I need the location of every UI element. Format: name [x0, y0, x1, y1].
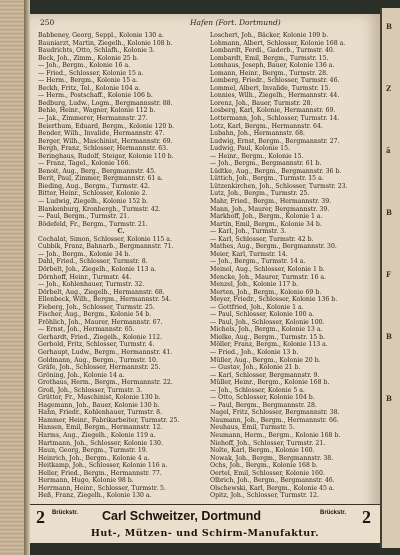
directory-entry: Lotz, Karl, Bergm., Hermannstr. 64.	[210, 122, 323, 130]
margin-letter: Z	[386, 84, 392, 93]
directory-entry: — Fried., Joh., Kolonie 13 b.	[210, 348, 299, 356]
directory-entry: Cubbik, Franz, Bahnarb., Bergmannstr. 71.	[38, 243, 174, 251]
directory-entry: — Karl, Joh., Turmstr. 3.	[210, 228, 287, 236]
directory-entry: Beringhaus, Rudolf, Steiger, Kolonie 110 b.	[38, 152, 174, 160]
margin-letter: B	[386, 332, 392, 341]
directory-entry: Neumann, Herm., Bergm., Kolonie 168 b.	[210, 431, 341, 439]
directory-entry: — Paul, Bergm., Turmstr. 21.	[38, 213, 130, 221]
directory-entry: Herrmann, Heinr., Schlosser, Turmstr. 5.	[38, 484, 166, 492]
directory-entry: Lüdtke, Aug., Bergm., Bergmannstr. 36 b.	[210, 167, 342, 175]
directory-entry: Fieberg, Joh., Schlosser, Turmstr. 25.	[38, 303, 155, 311]
ad-street-right: Brückstr.	[320, 510, 347, 516]
directory-entry: Haun, Georg, Bergm., Turmstr. 19.	[38, 447, 148, 455]
directory-entry: Gröning, Joh., Kolonie 14 a.	[38, 371, 125, 379]
directory-entry: Dörbelt, Joh., Ziegelh., Kolonie 113 a.	[38, 265, 157, 273]
directory-entry: — Joh., Bergm., Kolonie 34 b.	[38, 250, 131, 258]
directory-entry: — Joh., Bergm., Kolonie 16 a.	[38, 62, 131, 70]
ad-brand-line	[30, 507, 380, 527]
directory-entry: Lohmann, Albert, Schlosser, Kolonie 168 a.	[210, 39, 346, 47]
directory-entry: Hartmann, Joh., Schlosser, Kolonie 130.	[38, 439, 163, 447]
directory-entry: Berit, Paul, Zimmer, Bergmannstr. 61 a.	[38, 175, 163, 183]
directory-entry: Nagel, Fritz, Schlosser, Bergmannstr. 38.	[210, 409, 340, 417]
directory-entry: — Joh., Bergm., Bergmannstr. 61 b.	[210, 160, 322, 168]
directory-entry: Markhoff, Joh., Bergm., Kolonie 1 a.	[210, 213, 323, 221]
directory-entry: Niehoff, Joh., Schlosser, Turmstr. 21.	[210, 439, 326, 447]
ad-slogan: Hut-, Mützen- und Schirm-Manufaktur.	[90, 528, 320, 539]
directory-entry: Bieding, Aug., Bergm., Turmstr. 42.	[38, 182, 150, 190]
directory-entry: Gerhaupt, Ludw., Bergm., Hermannstr. 41.	[38, 348, 173, 356]
directory-entry: Goldmann, Aug., Bergm., Turmstr. 10.	[38, 356, 158, 364]
directory-entry: Harms, Aug., Ziegelh., Kolonie 119 a.	[38, 431, 156, 439]
directory-entry: Beckh, Fritz, Tel., Kolonie 104 a.	[38, 84, 141, 92]
directory-entry: Hammer, Heinr., Fabrikarbeiter, Turmstr. 25.	[38, 416, 180, 424]
directory-entry: Babbeney, Georg, Seppl., Kolonie 130 a.	[38, 32, 164, 39]
directory-entry: Dörbelt, Aug., Ziegelh., Hermannstr. 68.	[38, 288, 165, 296]
directory-entry: Gerbold, Fritz, Schlosser, Turmstr. 4.	[38, 341, 155, 349]
directory-entry: Lützenkirchen, Joh., Schlosser, Turmstr. 23.	[210, 182, 348, 190]
directory-entry: — Franz, Tagel., Kolonie 166.	[38, 160, 131, 168]
directory-entry: Benoit, Aug., Berg., Bergmannstr. 45.	[38, 167, 157, 175]
directory-entry: Beck, Joh., Zimm., Kolonie 25 b.	[38, 54, 139, 62]
directory-entry: Heitkamp, Joh., Schlosser, Kolonie 116 a.	[38, 462, 168, 470]
directory-entry: Meier, Karl, Turmstr. 14.	[210, 250, 288, 258]
ad-number-left: 2	[36, 507, 45, 527]
directory-entry: Bödefeld, Fr., Bergm., Turmstr. 21.	[38, 220, 148, 228]
directory-entry: Hermann, Hugo, Kolonie 98 b.	[38, 477, 134, 485]
directory-entry: — Karl, Schlosser, Turmstr. 42 b.	[210, 235, 314, 243]
directory-entry: Neuhaus, Emil, Turmstr. 5.	[210, 424, 295, 432]
directory-entry: Nowak, Joh., Bergm., Bergmannstr. 38.	[210, 454, 334, 462]
directory-entry: Mathes, Aug., Bergm., Bergmannstr. 30.	[210, 243, 337, 251]
directory-entry: — Herm., Bergm., Kolonie 15 a.	[38, 77, 138, 85]
directory-entry: — Paul, Bergm., Bergmannstr. 28.	[210, 401, 317, 409]
directory-entry: Meyer, Friedr., Schlosser, Kolonie 136 b.	[210, 296, 338, 304]
directory-entry: Ludwig, Paul, Kolonie 15.	[210, 145, 291, 153]
margin-letter: B	[386, 208, 392, 217]
directory-entry: — Heinr., Bergm., Kolonie 15.	[210, 152, 304, 160]
directory-entry: Lorenz, Joh., Bauer, Turmstr. 28.	[210, 99, 313, 107]
ad-firm-name: Carl Schweitzer, Dortmund	[102, 509, 262, 523]
directory-entry: Losberg, Karl, Kolonie, Hermannstr. 69.	[210, 107, 336, 115]
directory-entry: Behle, Heinr., Wagner, Kolonie 112 b.	[38, 107, 156, 115]
directory-entry: Lottermann, Joh., Schlosser, Turmstr. 14.	[210, 115, 340, 123]
directory-entry: Lombardt, Ferdi., Gaderb., Turmstr. 40.	[210, 47, 335, 55]
directory-entry: Olbrich, Joh., Bergm., Bergmannstr. 46.	[210, 477, 335, 485]
directory-entry: Bedburg, Ludw., Logm., Bergmannsstr. 88.	[38, 99, 173, 107]
directory-entry: Lutz, Joh., Bergm., Turmstr. 25.	[210, 190, 310, 198]
directory-entry: — Jak., Zimmerer, Hermannstr. 27.	[38, 115, 148, 123]
directory-entry: Hahn, Friedr., Kohlenhauer, Turmstr. 8.	[38, 409, 163, 417]
facing-page-edge	[380, 8, 400, 548]
directory-entry: Ochs, Joh., Bergm., Kolonie 168 b.	[210, 462, 318, 470]
directory-entry: — Ludwig, Ziegelh., Kolonie 152 b.	[38, 198, 148, 206]
directory-entry: Dahl, Fried., Schlosser, Turmstr. 8.	[38, 258, 148, 266]
margin-letter: F	[386, 270, 391, 279]
margin-letter: ä	[386, 146, 391, 155]
directory-entry: Hagemann, Joh., Bauer, Kolonie 130 b.	[38, 401, 160, 409]
directory-entry: Grothaus, Herm., Bergm., Hermannstr. 22.	[38, 379, 173, 387]
directory-entry: Beierthum, Eduard, Bergm., Kolonie 120 b.	[38, 122, 175, 130]
directory-entry: Bitter, Heinr., Schlosser, Kolonie 2.	[38, 190, 148, 198]
directory-entry: Lonnies, Wilh., Ziegelh., Hermannstr. 44.	[210, 92, 340, 100]
directory-entry: — Joh., Schlosser, Kolonie 5 a.	[210, 386, 305, 394]
directory-entry: Olschewski, Karl, Bergm., Kolonie 45 a.	[210, 484, 335, 492]
directory-entry: — Paul, Joh., Schlosser, Kolonie 100.	[210, 318, 325, 326]
directory-entry: — Otto, Schlosser, Kolonie 104 b.	[210, 394, 315, 402]
right-column	[210, 32, 376, 500]
ad-number-right: 2	[362, 507, 371, 527]
directory-entry: Möller, Franz, Bergm., Kolonie 113 a.	[210, 341, 328, 349]
directory-entry: Baudrichts, Otto, Schlafh., Kolonie 3.	[38, 47, 155, 55]
page-edges	[0, 0, 25, 555]
directory-entry: Blankenburg, Kronbergh., Turmstr. 42.	[38, 205, 161, 213]
directory-entry: Ludwig, Ernst, Bergm., Bergmannstr. 27.	[210, 137, 340, 145]
directory-entry: Menzel, Joh., Kolonie 117 b.	[210, 281, 299, 289]
ad-street-left: Brückstr.	[52, 510, 79, 516]
directory-entry: Loschert, Joh., Bäcker, Kolonie 109 b.	[210, 32, 329, 39]
directory-entry: Groß, Joh., Schlosser, Turmstr. 3.	[38, 386, 143, 394]
directory-page	[30, 14, 380, 542]
directory-entry: Lombardt, Emil, Bergm., Turmstr. 15.	[210, 54, 329, 62]
directory-entry: Gerhardt, Fried., Ziegelh., Kolonie 112.	[38, 333, 163, 341]
directory-entry: Heß, Franz, Ziegelh., Kolonie 130 a.	[38, 492, 152, 500]
directory-entry: Lüttich, Joh., Bergm., Turmstr. 15 a.	[210, 175, 324, 183]
directory-entry: Dörnhoff, Heinr., Turmstr. 44.	[38, 273, 132, 281]
directory-entry: Lomann, Heinr., Bergm., Turmstr. 28.	[210, 69, 329, 77]
margin-letter: B	[386, 394, 392, 403]
directory-entry: — Karl, Schlosser, Bergmannstr. 9.	[210, 371, 320, 379]
directory-entry: Lubahn, Joh., Hermannstr. 68.	[210, 130, 305, 138]
directory-entry: Mahr, Fried., Bergm., Hermannstr. 39.	[210, 198, 332, 206]
directory-entry: Grütter, Fr., Maschinist, Kolonie 130 b.	[38, 394, 161, 402]
directory-entry: — Paul, Schlosser, Kolonie 100 a.	[210, 311, 315, 319]
margin-letter: B	[386, 22, 392, 31]
directory-entry: — Gottfried, Joh., Kolonie 1 a.	[210, 303, 304, 311]
left-column	[38, 32, 204, 500]
directory-entry: Oertel, Emil, Schlosser, Kolonie 160.	[210, 469, 325, 477]
directory-entry: Naumann, Joh., Bergm., Hermannstr. 66.	[210, 416, 339, 424]
directory-entry: Heinrich, Joh., Bergm., Kolonie 4 a.	[38, 454, 150, 462]
page-number: 250	[40, 18, 55, 27]
directory-entry: Lomhaus, Joseph, Bauer, Kolonie 136 a.	[210, 62, 335, 70]
directory-entry: Lomberg, Friedr., Schlosser, Turmstr. 46.	[210, 77, 340, 85]
running-title: Hafen (Fort. Dortmund)	[190, 18, 281, 27]
directory-entry: Fröhlich, Joh., Maurer, Hermannstr. 67.	[38, 318, 163, 326]
directory-entry: Gräfe, Joh., Schlosser, Hermannstr. 25.	[38, 364, 161, 372]
directory-entry: Müller, Aug., Bergm., Kolonie 20 b.	[210, 356, 321, 364]
directory-entry: Lommel, Albert, Invalide, Turmstr. 15.	[210, 84, 331, 92]
directory-entry: Fischer, Aug., Bergm., Kolonie 54 b.	[38, 311, 152, 319]
directory-entry: Hansen, Emil, Bergm., Hermannstr. 12.	[38, 424, 163, 432]
directory-entry: — Joh., Bergm., Turmstr. 14 a.	[210, 258, 306, 266]
directory-entry: — Herm., Postschaff., Kolonie 106 b.	[38, 92, 153, 100]
directory-entry: Mencke, Joh., Maurer, Turmstr. 16 a.	[210, 273, 327, 281]
directory-entry: — Gustav, Joh., Kolonie 21 b.	[210, 364, 301, 372]
directory-entry: Ellenbeck, Wilh., Bergm., Hermannstr. 54.	[38, 296, 172, 304]
directory-entry: Cochalat, Simon, Schlosser, Kolonie 115 a.	[38, 235, 172, 243]
directory-entry: Merten, Joh., Bergm., Kolonie 69 b.	[210, 288, 322, 296]
directory-entry: Bergh, Franz, Schlosser, Hermannstr. 63.	[38, 145, 169, 153]
directory-entry: — Joh., Kohlenhauer, Turmstr. 32.	[38, 281, 145, 289]
directory-entry: Müller, Heinr., Bergm., Kolonie 168 b.	[210, 379, 330, 387]
directory-entry: Bender, Wilh., Invalide, Hermannstr. 47.	[38, 130, 165, 138]
directory-entry: Bauniarzt, Martin, Ziegelh., Kolonie 108 b.	[38, 39, 173, 47]
directory-entry: Opitz, Joh., Schlosser, Turmstr. 12.	[210, 492, 320, 500]
directory-entry: Heller, Fried., Bergm., Hermannstr. 77.	[38, 469, 162, 477]
directory-entry: — Fried., Schlosser, Kolonie 15 a.	[38, 69, 144, 77]
directory-entry: C.	[117, 228, 125, 236]
directory-entry: Mielke, Aug., Bergm., Turmstr. 15 b.	[210, 333, 326, 341]
directory-entry: — Ernst, Joh., Hermannstr. 65.	[38, 326, 135, 334]
advertisement-banner	[30, 504, 380, 543]
directory-entry: Berger, Wilh., Maschinist, Hermannstr. 69.	[38, 137, 173, 145]
directory-entry: Nolte, Karl, Bergm., Kolonie 160.	[210, 447, 315, 455]
directory-entry: Martin, Emil, Bergm., Kolonie 34 b.	[210, 220, 322, 228]
page-header	[30, 18, 380, 30]
directory-entry: Meinel, Aug., Schlosser, Kolonie 1 b.	[210, 265, 325, 273]
directory-entry: Mann, Joh., Maurer, Bergmannstr. 39.	[210, 205, 330, 213]
directory-entry: Michels, Joh., Bergm., Kolonie 13 a.	[210, 326, 323, 334]
